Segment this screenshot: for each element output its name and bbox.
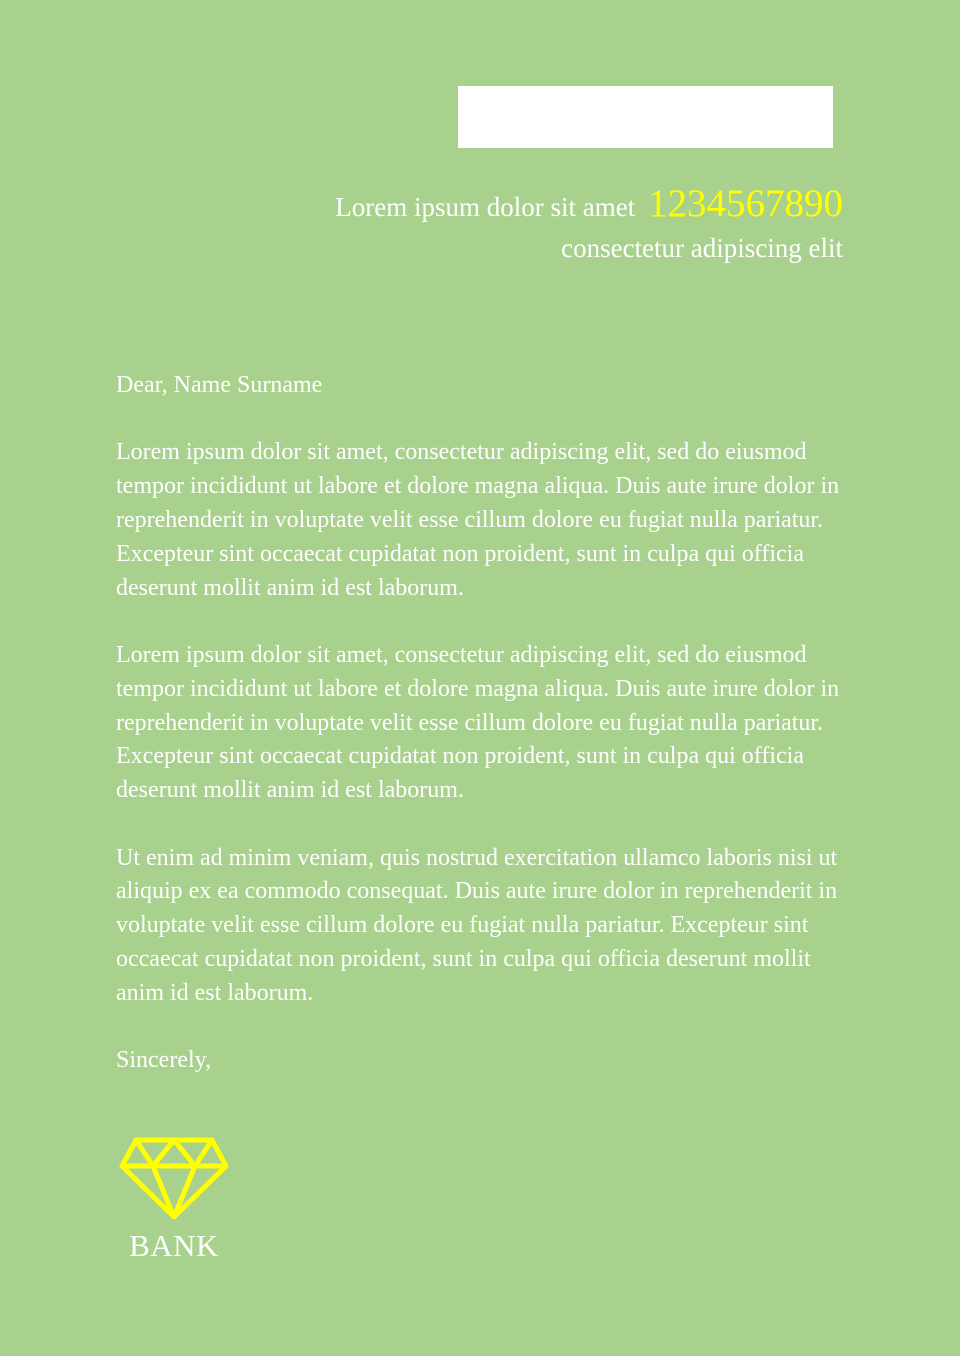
letter-header [335, 180, 843, 265]
letter-body [116, 369, 846, 1112]
header-tagline: consectetur adipiscing elit [561, 233, 843, 263]
header-line-1 [335, 180, 843, 231]
paragraph-2: Lorem ipsum dolor sit amet, consectetur adipiscing elit, sed do eiusmod tempor incididunt ut labore et dolore magna aliqua. Duis aute irure dolor in reprehenderit in voluptate velit esse cillum dolore eu fugiat nulla pariatur. Excepteur sint occaecat cupidatat non proident, sunt in culpa qui officia deserunt mollit anim id est laborum. [116, 641, 840, 804]
logo-text: BANK [129, 1228, 219, 1263]
company-line: Lorem ipsum dolor sit amet [335, 192, 636, 222]
paragraph-1: Lorem ipsum dolor sit amet, consectetur adipiscing elit, sed do eiusmod tempor incididunt ut labore et dolore magna aliqua. Duis aute irure dolor in reprehenderit in voluptate velit esse cillum dolore eu fugiat nulla pariatur. Excepteur sint occaecat cupidatat non proident, sunt in culpa qui officia deserunt mollit anim id est laborum. [116, 439, 840, 601]
salutation: Dear, Name Surname [116, 372, 323, 398]
diamond-icon [119, 1136, 229, 1220]
phone-number: 1234567890 [648, 182, 843, 225]
closing: Sincerely, [116, 1047, 212, 1074]
bank-logo [116, 1136, 232, 1264]
paragraph-3: Ut enim ad minim veniam, quis nostrud exercitation ullamco laboris nisi ut aliquip ex ea commodo consequat. Duis aute irure dolor in reprehenderit in voluptate velit esse cillum dolore eu fugiat nulla pariatur. Excepteur sint occaecat cupidatat non proident, sunt in culpa qui officia deserunt mollit anim id est laborum. [116, 844, 838, 1006]
header-placeholder-box [458, 86, 833, 148]
